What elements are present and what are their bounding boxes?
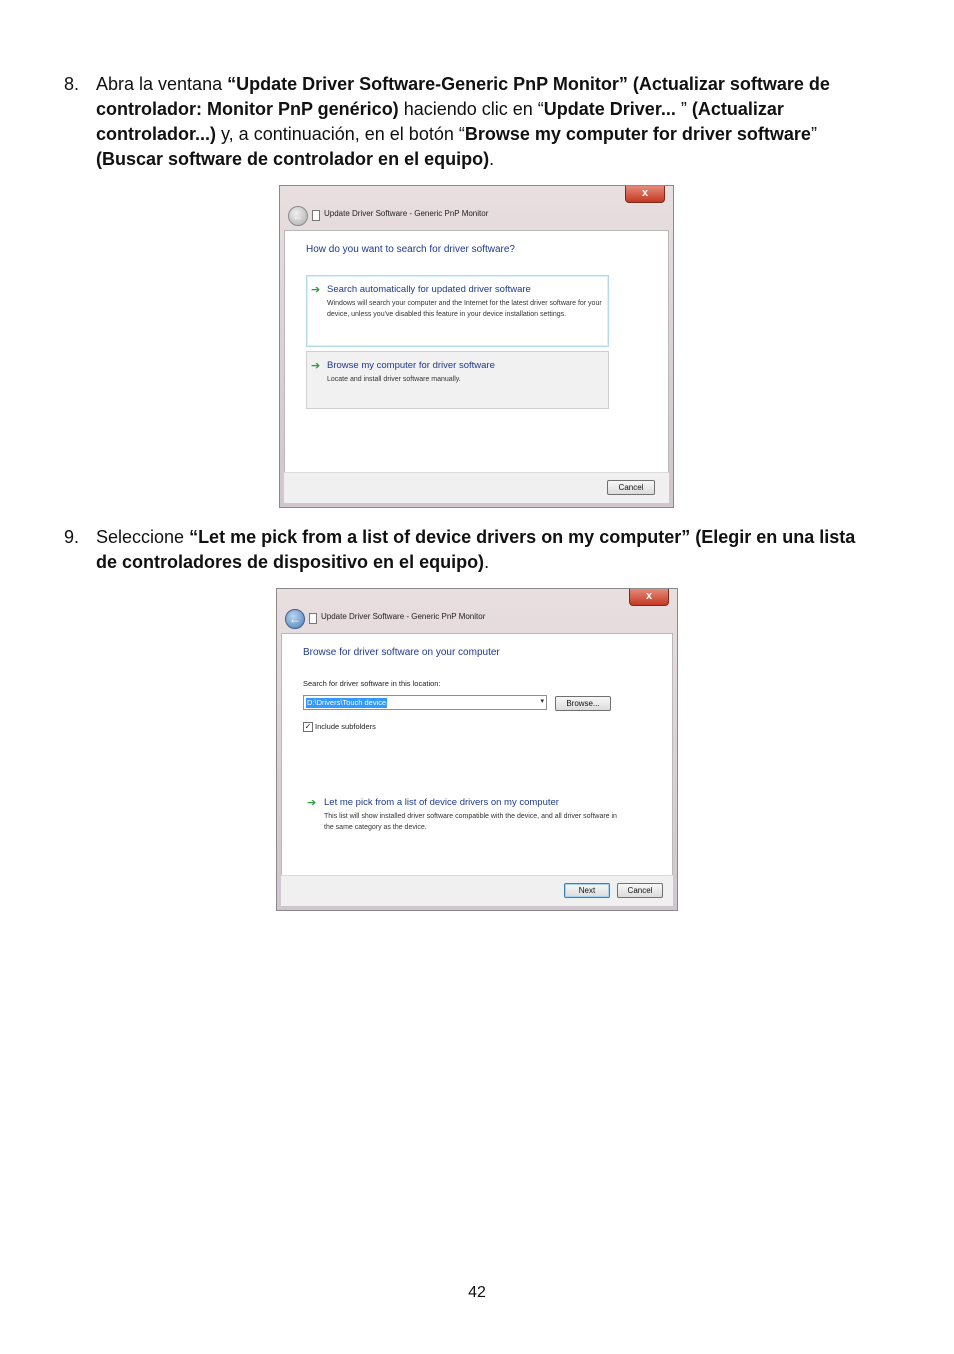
title-bar: [283, 609, 677, 631]
cancel-button[interactable]: Cancel: [617, 883, 663, 898]
dialog-content: [281, 633, 673, 876]
bold-run: Browse my computer for driver software: [464, 124, 811, 144]
step-number: 8.: [64, 74, 80, 94]
bold-run: (Actualizar controlador...): [96, 99, 784, 144]
dialog-footer: [284, 472, 669, 503]
text-run: y, a continuación, en el botón “: [216, 124, 465, 144]
page-number: 42: [468, 1284, 486, 1301]
update-driver-dialog-2: [276, 588, 678, 911]
option-title: Search automatically for updated driver software: [327, 284, 531, 295]
back-arrow-icon[interactable]: ←: [285, 609, 305, 629]
option-description: This list will show installed driver software compatible with the device, and all driver software in the same category as the device.: [324, 813, 617, 831]
green-arrow-icon: ➔: [307, 797, 317, 809]
browse-button[interactable]: Browse...: [555, 696, 611, 711]
option-title: Browse my computer for driver software: [327, 360, 495, 371]
dialog-heading: How do you want to search for driver software?: [306, 244, 515, 255]
step-8-text: [96, 72, 874, 172]
text-run: ”: [680, 99, 692, 119]
text-run: .: [484, 552, 490, 572]
path-value: D:\Drivers\Touch device: [307, 698, 387, 707]
bold-run: “Update Driver Software-Generic PnP Monitor” (Actualizar software de controlador: Monitor PnP genérico): [96, 74, 830, 119]
include-subfolders-label: Include subfolders: [315, 722, 376, 731]
dropdown-arrow-icon[interactable]: ▾: [540, 698, 544, 705]
include-subfolders-checkbox[interactable]: ✓: [304, 722, 312, 731]
green-arrow-icon: ➔: [311, 284, 321, 296]
option-description: Locate and install driver software manually.: [327, 376, 461, 383]
step-9-text: [96, 525, 874, 575]
dialog-heading: Browse for driver software on your computer: [303, 647, 500, 658]
next-button[interactable]: Next: [564, 883, 610, 898]
step-number: 9.: [64, 527, 80, 547]
back-arrow-icon[interactable]: ←: [288, 206, 308, 226]
step-9: [64, 525, 874, 575]
text-run: ”: [810, 124, 817, 144]
text-run: .: [489, 149, 495, 169]
browse-my-computer-option[interactable]: [306, 351, 609, 409]
step-8: [64, 72, 874, 172]
window-title: Update Driver Software - Generic PnP Monitor: [321, 612, 486, 621]
search-location-label: Search for driver software in this location:: [303, 679, 441, 688]
text-run: Abra la ventana: [96, 74, 228, 94]
close-button[interactable]: x: [629, 589, 669, 606]
text-run: haciendo clic en “: [398, 99, 544, 119]
cancel-button[interactable]: Cancel: [607, 480, 655, 495]
bold-run: Update Driver...: [543, 99, 681, 119]
driver-path-combobox[interactable]: [303, 695, 547, 710]
green-arrow-icon: ➔: [311, 360, 321, 372]
search-automatically-option[interactable]: [306, 275, 609, 347]
bold-run: (Buscar software de controlador en el equipo): [96, 149, 490, 169]
text-run: Seleccione: [96, 527, 190, 547]
dialog-footer: [281, 875, 673, 906]
option-title: Let me pick from a list of device drivers on my computer: [324, 797, 559, 808]
title-bar: [286, 206, 673, 228]
bold-run: “Let me pick from a list of device drivers on my computer” (Elegir en una lista de controladores de dispositivo en el equipo): [96, 527, 856, 572]
device-icon: [312, 210, 320, 221]
close-button[interactable]: x: [625, 186, 665, 203]
let-me-pick-option[interactable]: [303, 795, 633, 843]
window-title: Update Driver Software - Generic PnP Monitor: [324, 209, 489, 218]
dialog-content: [284, 230, 669, 473]
device-icon: [309, 613, 317, 624]
option-description: Windows will search your computer and the Internet for the latest driver software for your device, unless you've disabled this feature in your device installation settings.: [327, 300, 602, 318]
update-driver-dialog-1: [279, 185, 674, 508]
